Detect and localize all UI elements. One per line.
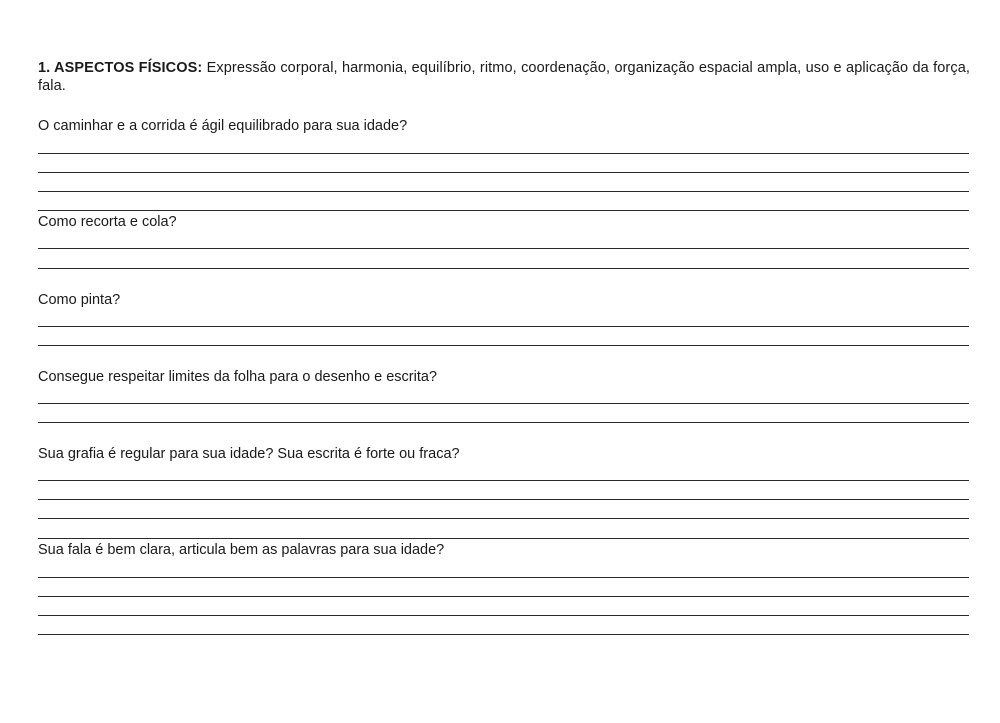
- answer-line[interactable]: [38, 172, 969, 173]
- answer-line[interactable]: [38, 210, 969, 211]
- question-3-label: Como pinta?: [38, 292, 121, 308]
- question-5-label: Sua grafia é regular para sua idade? Sua escrita é forte ou fraca?: [38, 446, 460, 462]
- answer-line[interactable]: [38, 499, 969, 500]
- answer-line[interactable]: [38, 345, 969, 346]
- section-heading: [38, 59, 970, 95]
- answer-line[interactable]: [38, 615, 969, 616]
- answer-line[interactable]: [38, 268, 969, 269]
- answer-line[interactable]: [38, 422, 969, 423]
- question-2-label: Como recorta e cola?: [38, 214, 177, 230]
- answer-line[interactable]: [38, 577, 969, 578]
- answer-line[interactable]: [38, 153, 969, 154]
- answer-line[interactable]: [38, 326, 969, 327]
- section-heading-description: Expressão corporal, harmonia, equilíbrio, ritmo, coordenação, organização espacial ampla, uso e aplicação da força, fala.: [38, 60, 970, 94]
- question-1-label: O caminhar e a corrida é ágil equilibrado para sua idade?: [38, 118, 408, 134]
- question-6-label: Sua fala é bem clara, articula bem as palavras para sua idade?: [38, 542, 445, 558]
- answer-line[interactable]: [38, 191, 969, 192]
- section-heading-title: 1. ASPECTOS FÍSICOS:: [38, 60, 203, 76]
- question-4-label: Consegue respeitar limites da folha para o desenho e escrita?: [38, 369, 437, 385]
- answer-line[interactable]: [38, 538, 969, 539]
- answer-line[interactable]: [38, 248, 969, 249]
- answer-line[interactable]: [38, 403, 969, 404]
- answer-line[interactable]: [38, 518, 969, 519]
- answer-line[interactable]: [38, 480, 969, 481]
- answer-line[interactable]: [38, 596, 969, 597]
- answer-line[interactable]: [38, 634, 969, 635]
